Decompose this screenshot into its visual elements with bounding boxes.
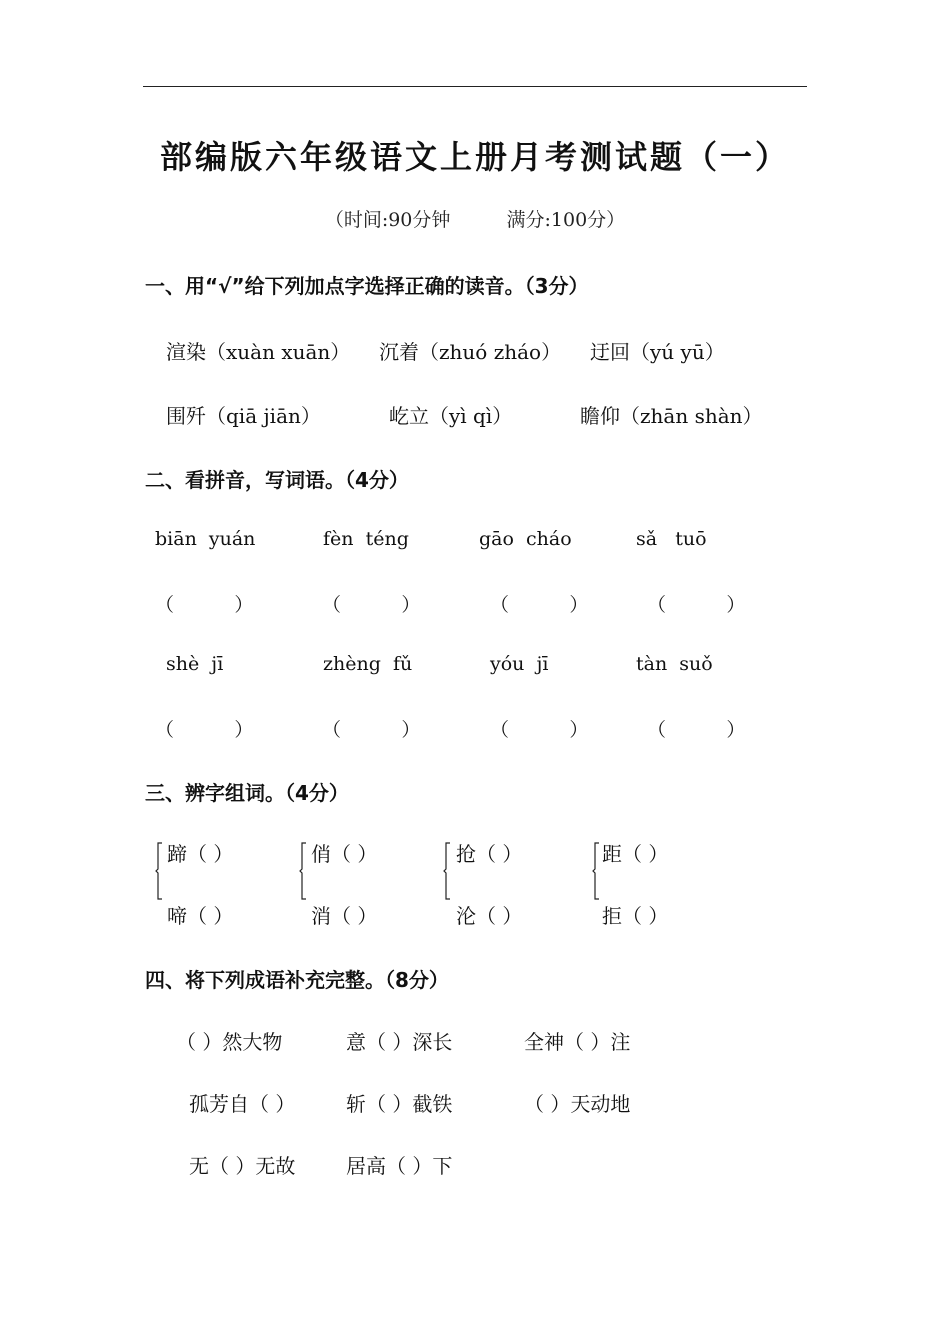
idiom-item: （ ）天动地 (524, 1092, 631, 1116)
char-pair-top: 蹄（ ） (167, 842, 234, 866)
section1-item: 沉着（zhuó zháo） (379, 340, 562, 364)
pinyin-prompt: fèn téng (323, 528, 409, 550)
brace-icon (299, 842, 305, 898)
section2-heading: 二、看拼音，写词语。（4分） (145, 468, 409, 492)
idiom-item: 意（ ）深长 (346, 1030, 453, 1054)
section1-item: 围歼（qiā jiān） (166, 404, 321, 428)
idiom-item: （ ）然大物 (176, 1030, 283, 1054)
char-pair-bottom: 拒（ ） (602, 904, 669, 928)
pinyin-prompt: sǎ tuō (636, 528, 707, 550)
char-pair-bottom: 沦（ ） (456, 904, 523, 928)
section1-item: 迂回（yú yū） (590, 340, 725, 364)
char-pair-bottom: 消（ ） (311, 904, 378, 928)
pinyin-prompt: gāo cháo (479, 528, 572, 550)
section3-heading: 三、辨字组词。（4分） (145, 781, 349, 805)
answer-blank[interactable]: （ ） (490, 719, 589, 741)
idiom-item: 斩（ ）截铁 (346, 1092, 453, 1116)
answer-blank[interactable]: （ ） (155, 594, 254, 616)
exam-info (0, 205, 950, 232)
brace-icon (592, 842, 598, 898)
char-pair-bottom: 啼（ ） (167, 904, 234, 928)
brace-icon (443, 842, 449, 898)
page-title: 部编版六年级语文上册月考测试题（一） (159, 138, 790, 176)
answer-blank[interactable]: （ ） (647, 719, 746, 741)
pinyin-prompt: biān yuán (155, 528, 256, 550)
char-pair-top: 俏（ ） (311, 842, 378, 866)
section4-heading: 四、将下列成语补充完整。（8分） (145, 968, 449, 992)
idiom-item: 无（ ）无故 (189, 1154, 296, 1178)
pinyin-prompt: tàn suǒ (636, 653, 713, 675)
idiom-item: 孤芳自（ ） (189, 1092, 296, 1116)
answer-blank[interactable]: （ ） (647, 594, 746, 616)
pinyin-prompt: shè jī (166, 653, 224, 675)
section1-heading: 一、用“√”给下列加点字选择正确的读音。（3分） (145, 274, 589, 298)
answer-blank[interactable]: （ ） (490, 594, 589, 616)
top-rule (143, 86, 807, 87)
answer-blank[interactable]: （ ） (322, 594, 421, 616)
char-pair-top: 抢（ ） (456, 842, 523, 866)
idiom-item: 全神（ ）注 (524, 1030, 631, 1054)
answer-blank[interactable]: （ ） (322, 719, 421, 741)
pinyin-prompt: yóu jī (490, 653, 549, 675)
exam-time: （时间:90分钟 (324, 209, 451, 231)
answer-blank[interactable]: （ ） (155, 719, 254, 741)
exam-total-score: 满分:100分） (506, 209, 626, 231)
section1-item: 屹立（yì qì） (389, 404, 513, 428)
section1-item: 瞻仰（zhān shàn） (580, 404, 763, 428)
brace-icon (155, 842, 161, 898)
section1-item: 渲染（xuàn xuān） (166, 340, 351, 364)
idiom-item: 居高（ ）下 (346, 1154, 453, 1178)
char-pair-top: 距（ ） (602, 842, 669, 866)
pinyin-prompt: zhèng fǔ (323, 653, 413, 675)
